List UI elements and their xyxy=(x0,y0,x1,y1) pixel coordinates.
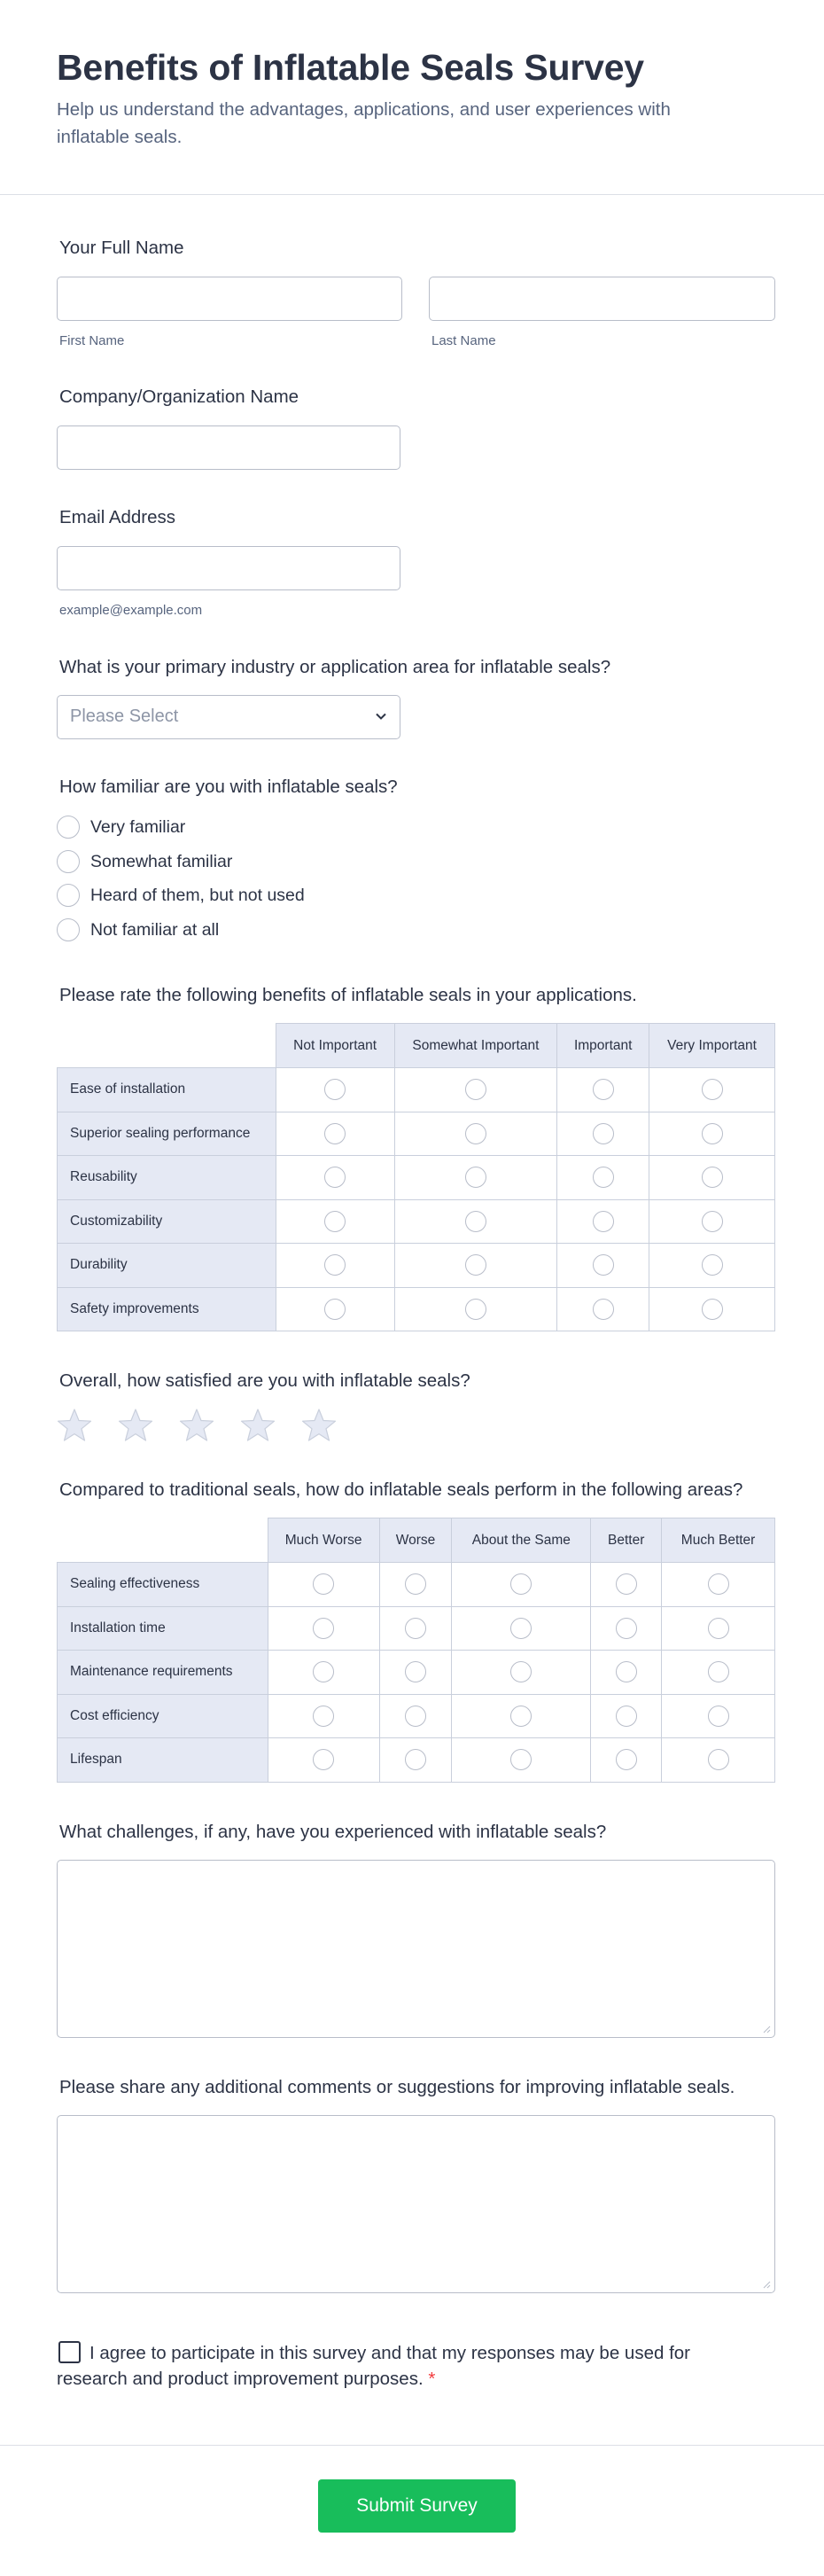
matrix-radio[interactable] xyxy=(593,1211,614,1232)
email-label: Email Address xyxy=(59,507,176,527)
matrix-radio[interactable] xyxy=(702,1254,723,1276)
matrix-radio[interactable] xyxy=(616,1618,637,1639)
matrix-radio[interactable] xyxy=(465,1123,486,1144)
matrix-column-header: Very Important xyxy=(649,1024,775,1068)
company-input[interactable] xyxy=(57,425,400,470)
comparison-matrix xyxy=(57,1518,775,1783)
radio-button[interactable] xyxy=(57,850,80,873)
matrix-radio[interactable] xyxy=(708,1618,729,1639)
matrix-radio[interactable] xyxy=(465,1211,486,1232)
matrix-radio[interactable] xyxy=(593,1167,614,1188)
table-row xyxy=(58,1606,775,1651)
matrix-radio[interactable] xyxy=(708,1706,729,1727)
consent-checkbox[interactable] xyxy=(58,2341,81,2363)
benefits-question xyxy=(57,985,637,1006)
comments-question xyxy=(57,2077,735,2098)
challenges-label: What challenges, if any, have you experienced with inflatable seals? xyxy=(59,1822,607,1842)
page-subtitle: Help us understand the advantages, applications, and user experiences with inflatable seals. xyxy=(57,99,671,147)
benefits-matrix xyxy=(57,1023,775,1331)
matrix-radio[interactable] xyxy=(405,1573,426,1595)
star-icon[interactable] xyxy=(301,1408,337,1443)
email-sublabel: example@example.com xyxy=(59,603,203,618)
familiarity-option-label: Somewhat familiar xyxy=(90,851,233,871)
matrix-radio[interactable] xyxy=(465,1299,486,1320)
matrix-corner xyxy=(58,1024,276,1068)
industry-select[interactable] xyxy=(57,695,400,739)
challenges-textarea[interactable] xyxy=(57,1860,775,2038)
star-icon[interactable] xyxy=(118,1408,153,1443)
matrix-radio[interactable] xyxy=(324,1079,346,1100)
table-row xyxy=(58,1199,775,1244)
first-name-input[interactable] xyxy=(57,277,402,321)
matrix-radio[interactable] xyxy=(708,1749,729,1770)
form-footer xyxy=(0,2445,824,2576)
matrix-row-label: Reusability xyxy=(58,1156,276,1200)
matrix-row-label: Superior sealing performance xyxy=(58,1112,276,1156)
company-label: Company/Organization Name xyxy=(59,386,299,407)
matrix-radio[interactable] xyxy=(405,1749,426,1770)
last-name-input[interactable] xyxy=(429,277,775,321)
star-icon[interactable] xyxy=(179,1408,214,1443)
table-row xyxy=(58,1651,775,1695)
matrix-column-header: Important xyxy=(557,1024,649,1068)
familiarity-option[interactable] xyxy=(57,882,305,909)
industry-label: What is your primary industry or application area for inflatable seals? xyxy=(59,657,611,677)
matrix-row-label: Maintenance requirements xyxy=(58,1651,268,1695)
submit-button[interactable]: Submit Survey xyxy=(318,2479,516,2533)
satisfaction-label: Overall, how satisfied are you with inflatable seals? xyxy=(59,1370,470,1391)
matrix-radio[interactable] xyxy=(465,1079,486,1100)
resize-handle-icon[interactable] xyxy=(762,2280,771,2289)
table-row xyxy=(58,1738,775,1783)
matrix-column-header: About the Same xyxy=(452,1518,591,1563)
matrix-corner xyxy=(58,1518,268,1563)
matrix-radio[interactable] xyxy=(510,1573,532,1595)
industry-selected-value: Please Select xyxy=(70,706,179,726)
benefits-label: Please rate the following benefits of inflatable seals in your applications. xyxy=(59,985,637,1005)
matrix-radio[interactable] xyxy=(510,1749,532,1770)
matrix-radio[interactable] xyxy=(324,1254,346,1276)
radio-button[interactable] xyxy=(57,918,80,941)
familiarity-option[interactable] xyxy=(57,814,185,840)
matrix-row-label: Ease of installation xyxy=(58,1068,276,1112)
first-name-sublabel: First Name xyxy=(59,333,125,348)
matrix-radio[interactable] xyxy=(708,1573,729,1595)
radio-button[interactable] xyxy=(57,884,80,907)
star-rating xyxy=(57,1408,362,1443)
matrix-column-header: Much Worse xyxy=(268,1518,379,1563)
matrix-radio[interactable] xyxy=(465,1167,486,1188)
familiarity-option[interactable] xyxy=(57,848,232,875)
matrix-radio[interactable] xyxy=(510,1618,532,1639)
matrix-radio[interactable] xyxy=(313,1573,334,1595)
comparison-label: Compared to traditional seals, how do inflatable seals perform in the following areas? xyxy=(59,1479,743,1500)
matrix-row-label: Sealing effectiveness xyxy=(58,1563,268,1607)
matrix-radio[interactable] xyxy=(465,1254,486,1276)
matrix-radio[interactable] xyxy=(702,1123,723,1144)
matrix-row-label: Customizability xyxy=(58,1199,276,1244)
challenges-question xyxy=(57,1822,606,1843)
matrix-radio[interactable] xyxy=(324,1123,346,1144)
form-header xyxy=(0,0,824,195)
matrix-row-label: Durability xyxy=(58,1244,276,1288)
familiarity-option-label: Heard of them, but not used xyxy=(90,885,305,905)
matrix-column-header: Not Important xyxy=(276,1024,394,1068)
industry-question xyxy=(57,657,610,678)
star-icon[interactable] xyxy=(240,1408,276,1443)
matrix-radio[interactable] xyxy=(702,1211,723,1232)
matrix-radio[interactable] xyxy=(593,1123,614,1144)
resize-handle-icon[interactable] xyxy=(762,2025,771,2033)
matrix-row-label: Safety improvements xyxy=(58,1287,276,1331)
matrix-radio[interactable] xyxy=(313,1749,334,1770)
familiarity-option-label: Not familiar at all xyxy=(90,919,220,940)
consent-text: I agree to participate in this survey and that my responses may be used for research and product improvement purposes. xyxy=(57,2343,690,2389)
matrix-column-header: Better xyxy=(591,1518,662,1563)
comparison-question xyxy=(57,1479,742,1501)
familiarity-question xyxy=(57,777,398,798)
matrix-radio[interactable] xyxy=(616,1573,637,1595)
matrix-radio[interactable] xyxy=(616,1706,637,1727)
required-mark: * xyxy=(428,2369,436,2389)
matrix-row-label: Lifespan xyxy=(58,1738,268,1783)
matrix-row-label: Cost efficiency xyxy=(58,1694,268,1738)
matrix-radio[interactable] xyxy=(708,1661,729,1682)
star-icon[interactable] xyxy=(57,1408,92,1443)
table-row xyxy=(58,1563,775,1607)
email-question xyxy=(57,507,175,528)
matrix-radio[interactable] xyxy=(313,1618,334,1639)
matrix-radio[interactable] xyxy=(324,1211,346,1232)
matrix-radio[interactable] xyxy=(313,1661,334,1682)
table-row xyxy=(58,1244,775,1288)
last-name-sublabel: Last Name xyxy=(431,333,496,348)
full-name-question xyxy=(57,238,184,259)
matrix-radio[interactable] xyxy=(702,1167,723,1188)
matrix-radio[interactable] xyxy=(593,1079,614,1100)
familiarity-label: How familiar are you with inflatable seals? xyxy=(59,777,398,797)
matrix-radio[interactable] xyxy=(616,1749,637,1770)
table-row xyxy=(58,1156,775,1200)
chevron-down-icon xyxy=(373,708,389,724)
matrix-radio[interactable] xyxy=(405,1661,426,1682)
table-row xyxy=(58,1112,775,1156)
matrix-row-label: Installation time xyxy=(58,1606,268,1651)
matrix-radio[interactable] xyxy=(313,1706,334,1727)
email-input[interactable] xyxy=(57,546,400,590)
matrix-radio[interactable] xyxy=(702,1079,723,1100)
matrix-radio[interactable] xyxy=(702,1299,723,1320)
matrix-radio[interactable] xyxy=(324,1299,346,1320)
matrix-column-header: Worse xyxy=(379,1518,452,1563)
familiarity-option-label: Very familiar xyxy=(90,816,186,837)
matrix-column-header: Much Better xyxy=(662,1518,775,1563)
matrix-column-header: Somewhat Important xyxy=(394,1024,557,1068)
matrix-radio[interactable] xyxy=(593,1299,614,1320)
matrix-radio[interactable] xyxy=(616,1661,637,1682)
table-row xyxy=(58,1068,775,1112)
comments-label: Please share any additional comments or suggestions for improving inflatable seals. xyxy=(59,2077,735,2097)
matrix-radio[interactable] xyxy=(405,1706,426,1727)
matrix-radio[interactable] xyxy=(510,1706,532,1727)
table-row xyxy=(58,1694,775,1738)
table-row xyxy=(58,1287,775,1331)
radio-button[interactable] xyxy=(57,816,80,839)
matrix-radio[interactable] xyxy=(324,1167,346,1188)
satisfaction-question xyxy=(57,1370,470,1392)
matrix-radio[interactable] xyxy=(510,1661,532,1682)
company-question xyxy=(57,386,299,408)
page-title: Benefits of Inflatable Seals Survey xyxy=(57,47,644,88)
familiarity-option[interactable] xyxy=(57,917,219,943)
matrix-radio[interactable] xyxy=(405,1618,426,1639)
consent-field xyxy=(57,2340,695,2392)
full-name-label: Your Full Name xyxy=(59,238,184,258)
matrix-radio[interactable] xyxy=(593,1254,614,1276)
comments-textarea[interactable] xyxy=(57,2115,775,2293)
